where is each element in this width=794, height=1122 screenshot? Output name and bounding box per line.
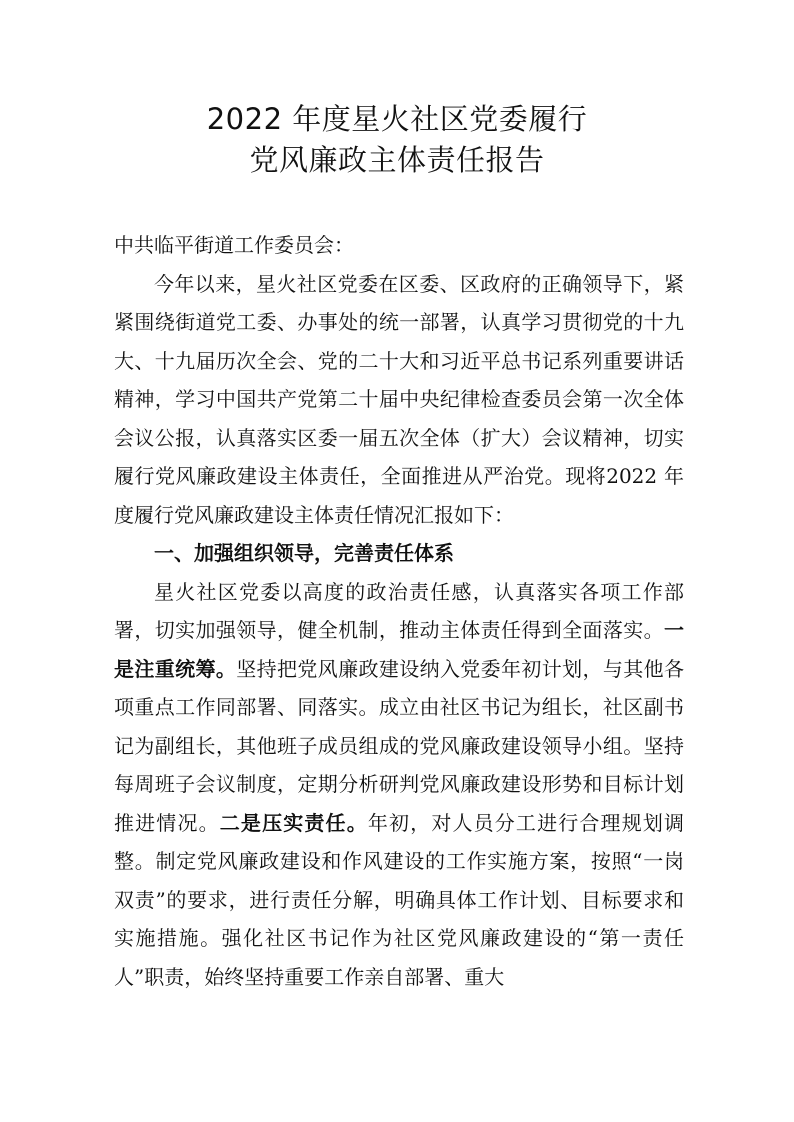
point-1-lead: 一是注重统筹。 [114,618,684,681]
intro-paragraph: 今年以来，星火社区党委在区委、区政府的正确领导下，紧紧围绕街道党工委、办事处的统一部署，认真学习贯彻党的十九大、十九届历次全会、党的二十大和习近平总书记系列重要讲话精神，学习中国共产党第二十届中央纪律检查委员会第一次全体会议公报，认真落实区委一届五次全体（扩大）会议精神，切实履行党风廉政建设主体责任，全面推进从严治党。现将2022 年度履行党风廉政建设主体责任情况汇报如下： [114,271,684,527]
document-body [114,226,684,996]
section-1-paragraph [114,573,684,997]
document-title-line-1: 2022 年度星火社区党委履行 [206,102,588,136]
salutation: 中共临平街道工作委员会： [114,233,354,257]
point-2-text: 年初，对人员分工进行合理规划调整。制定党风廉政建设和作风建设的工作实施方案，按照“一岗双责”的要求，进行责任分解，明确具体工作计划、目标要求和实施措施。强化社区书记作为社区党风廉政建设的“第一责任人”职责，始终坚持重要工作亲自部署、重大 [114,810,685,989]
section-1-intro-text: 星火社区党委以高度的政治责任感，认真落实各项工作部署，切实加强领导，健全机制，推动主体责任得到全面落实。 [114,579,684,642]
document-title-line-2: 党风廉政主体责任报告 [249,143,545,177]
point-1-text: 坚持把党风廉政建设纳入党委年初计划，与其他各项重点工作同部署、同落实。成立由社区书记为组长，社区副书记为副组长，其他班子成员组成的党风廉政建设领导小组。坚持每周班子会议制度，定期分析研判党风廉政建设形势和目标计划推进情况。 [114,656,685,835]
section-1-heading: 一、加强组织领导，完善责任体系 [154,541,454,565]
point-2-lead: 二是压实责任。 [219,810,368,835]
